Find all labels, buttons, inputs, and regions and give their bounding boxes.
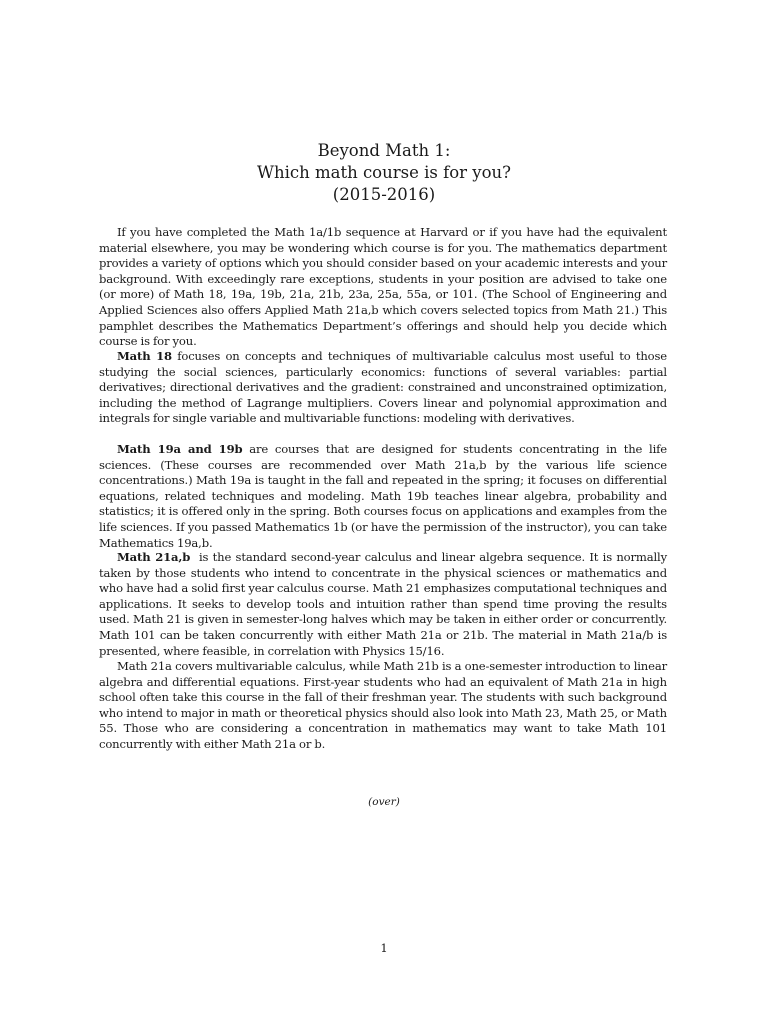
over-note: (over) (368, 796, 400, 808)
math-21-detail-paragraph (99, 659, 667, 753)
course-name: Math 21a,b (117, 550, 191, 564)
intro-paragraph (99, 225, 667, 350)
math-19-paragraph (99, 442, 667, 551)
title-line-1: Beyond Math 1: (317, 141, 451, 160)
course-name: Math 18 (117, 349, 172, 363)
paragraph-text: Math 21a covers multivariable calculus, while Math 21b is a one-semester introduction to linear algebra and differential equations. First-year students who had an equivalent of Math 21a in high school often take this course in the fall of their freshman year. The students with such background who intend to major in math or theoretical physics should also look into Math 23, Math 25, or Math 55. Those who are considering a concentration in mathematics may want to take Math 101 concurrently with either Math 21a or b. (99, 659, 667, 751)
paragraph-text: is the standard second-year calculus and linear algebra sequence. It is normally taken by those students who intend to concentrate in the physical sciences or mathematics and who have had a solid first year calculus course. Math 21 emphasizes computational techniques and applications. It seeks to develop tools and intuition rather than spend time proving the results used. Math 21 is given in semester-long halves which may be taken in either order or concurrently. Math 101 can be taken concurrently with either Math 21a or 21b. The material in Math 21a/b is presented, where feasible, in correlation with Physics 15/16. (99, 550, 671, 658)
title-line-2: Which math course is for you? (256, 163, 512, 182)
title-line-3: (2015-2016) (332, 185, 436, 204)
document-title (0, 140, 768, 206)
paragraph-text: If you have completed the Math 1a/1b sequence at Harvard or if you have had the equivalent material elsewhere, you may be wondering which course is for you. The mathematics department provides a variety of options which you should consider based on your academic interests and your background. With exceedingly rare exceptions, students in your position are advised to take one (or more) of Math 18, 19a, 19b, 21a, 21b, 23a, 25a, 55a, or 101. (The School of Engineering and Applied Sciences also offers Applied Math 21a,b which covers selected topics from Math 21.) This pamphlet describes the Mathematics Department’s offerings and should help you decide which course is for you. (99, 225, 667, 349)
math-18-paragraph (99, 349, 667, 427)
paragraph-text: focuses on concepts and techniques of multivariable calculus most useful to those studying the social sciences, particularly economics: functions of several variables: partial derivatives; directional derivatives and the gradient: constrained and unconstrained optimization, including the method of Lagrange multipliers. Covers linear and polynomial approximation and integrals for single variable and multivariable functions: modeling with derivatives. (99, 349, 667, 426)
course-name: Math 19a and 19b (117, 442, 243, 456)
math-21-paragraph (99, 550, 671, 659)
paragraph-text: are courses that are designed for students concentrating in the life sciences. (These courses are recommended over Math 21a,b by the various life science concentrations.) Math 19a is taught in the fall and repeated in the spring; it focuses on differential equations, related techniques and modeling. Math 19b teaches linear algebra, probability and statistics; it is offered only in the spring. Both courses focus on applications and examples from the life sciences. If you passed Mathematics 1b (or have the permission of the instructor), you can take Mathematics 19a,b. (99, 442, 667, 550)
page-number: 1 (380, 941, 388, 955)
